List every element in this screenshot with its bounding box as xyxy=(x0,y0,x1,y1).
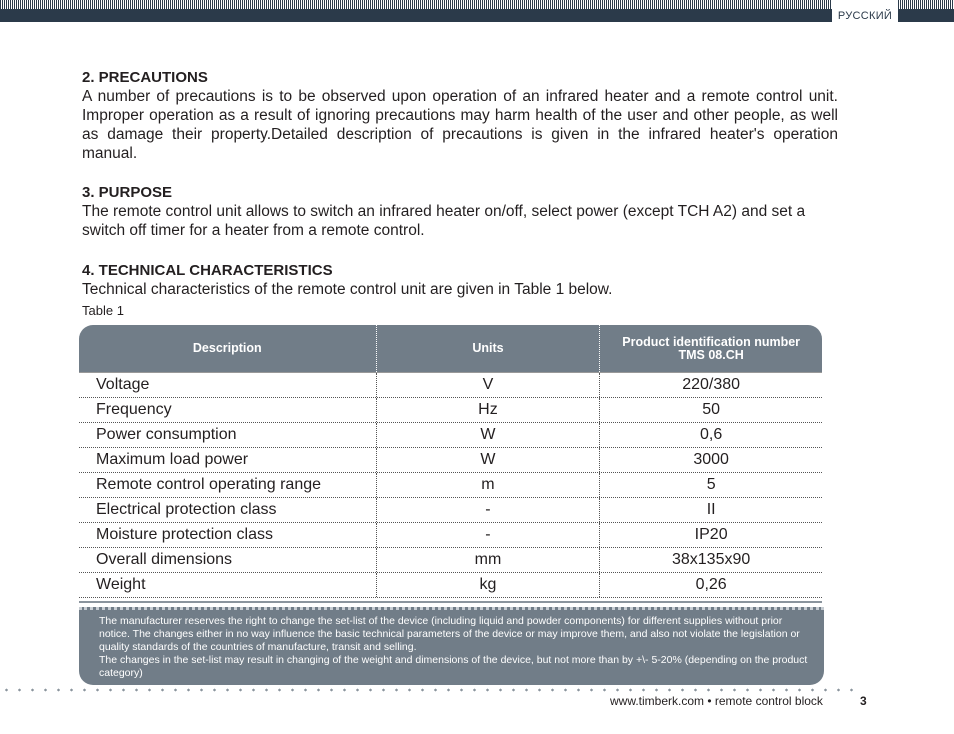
header-units: Units xyxy=(377,325,601,372)
cell-units: - xyxy=(377,498,601,522)
cell-description: Weight xyxy=(79,573,377,597)
language-tab xyxy=(832,0,898,28)
cell-units: W xyxy=(377,448,601,472)
header-product-line2: TMS 08.CH xyxy=(678,347,744,362)
table-row xyxy=(79,573,822,598)
cell-value: 38x135x90 xyxy=(671,551,751,568)
cell-units: m xyxy=(377,473,601,497)
cell-value: II xyxy=(706,501,716,518)
cell-value: 0,6 xyxy=(700,426,723,443)
table-row xyxy=(79,498,822,523)
section-title: 3. PURPOSE xyxy=(82,184,173,201)
cell-units: kg xyxy=(377,573,601,597)
table-bottom-rule xyxy=(79,598,822,603)
section-title: 4. TECHNICAL CHARACTERISTICS xyxy=(82,262,333,279)
table-body xyxy=(79,372,822,598)
notice-paragraph: The changes in the set-list may result in changing of the weight and dimensions of the device, but not more than by +\- 5-20% (depending on the product category) xyxy=(99,654,808,679)
table-row xyxy=(79,398,822,423)
cell-description: Power consumption xyxy=(79,423,377,447)
header-bar-right xyxy=(898,9,954,22)
table-caption: Table 1 xyxy=(82,303,124,318)
cell-description: Electrical protection class xyxy=(79,498,377,522)
section-precautions xyxy=(82,68,838,163)
cell-description: Overall dimensions xyxy=(79,548,377,572)
section-purpose xyxy=(82,183,838,240)
table-row xyxy=(79,372,822,398)
cell-value: 5 xyxy=(706,476,716,493)
cell-units: W xyxy=(377,423,601,447)
header-description: Description xyxy=(79,325,377,372)
notice-paragraph: The manufacturer reserves the right to change the set-list of the device (including liquid and powder components) for different supplies without prior notice. The changes either in no way influence the basic technical parameters of the device or may improve them, and also not violate the legislation or quality standards of the countries of manufacture, transit and selling. xyxy=(99,615,800,653)
header-product xyxy=(600,325,822,372)
section-text: A number of precautions is to be observed upon operation of an infrared heater and a remote control unit. Improper operation as a result of ignoring precautions may harm health of the user and other people, as well as damage their property.Detailed description of precautions is given in the infrared heater's operation manual. xyxy=(82,88,838,162)
table-row xyxy=(79,548,822,573)
section-text: The remote control unit allows to switch an infrared heater on/off, select power (except TCH A2) and set a switch off timer for a heater from a remote control. xyxy=(82,203,806,239)
cell-description: Frequency xyxy=(79,398,377,422)
cell-value: 220/380 xyxy=(682,376,741,393)
header-product-line1: Product identification number xyxy=(622,334,801,349)
cell-units: V xyxy=(377,373,601,397)
cell-value: IP20 xyxy=(694,526,728,543)
manufacturer-notice xyxy=(79,607,824,685)
table-row xyxy=(79,523,822,548)
cell-description: Voltage xyxy=(79,373,377,397)
spec-table xyxy=(79,325,822,603)
footer-dotted-line xyxy=(0,688,860,692)
cell-units: Hz xyxy=(377,398,601,422)
table-row xyxy=(79,448,822,473)
cell-value: 50 xyxy=(702,401,721,418)
section-technical xyxy=(82,261,838,299)
language-label: РУССКИЙ xyxy=(837,10,893,22)
page-number: 3 xyxy=(860,694,867,708)
section-title: 2. PRECAUTIONS xyxy=(82,69,208,86)
cell-description: Maximum load power xyxy=(79,448,377,472)
cell-units: mm xyxy=(377,548,601,572)
cell-value: 0,26 xyxy=(695,576,727,593)
cell-units: - xyxy=(377,523,601,547)
footer-website: www.timberk.com • remote control block xyxy=(610,694,823,708)
table-header xyxy=(79,325,822,372)
cell-description: Moisture protection class xyxy=(79,523,377,547)
cell-description: Remote control operating range xyxy=(79,473,377,497)
table-row xyxy=(79,423,822,448)
header-bar-left xyxy=(0,9,832,22)
cell-value: 3000 xyxy=(693,451,729,468)
section-text: Technical characteristics of the remote control unit are given in Table 1 below. xyxy=(82,281,613,298)
table-row xyxy=(79,473,822,498)
